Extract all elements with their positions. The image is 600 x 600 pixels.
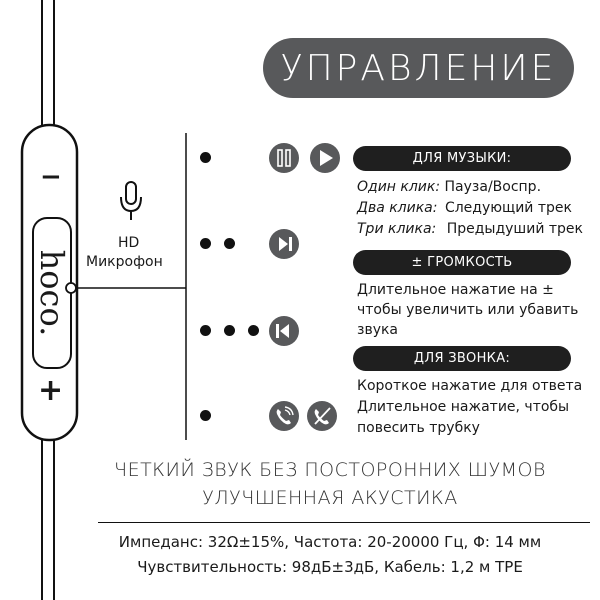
music-row-1 [357, 177, 541, 197]
footer-divider [98, 522, 590, 523]
next-track-icon [268, 228, 300, 260]
call-line-2: Длительное нажатие, чтобы [357, 399, 570, 415]
mic-label-hd: HD [118, 235, 140, 251]
remote-minus-label: − [40, 162, 62, 192]
play-pause-icon [268, 142, 342, 174]
music-row-1-result: Пауза/Воспр. [444, 179, 542, 195]
music-row-2-result: Следующий трек [444, 200, 572, 216]
call-section-label: ДЛЯ ЗВОНКА: [353, 346, 571, 371]
two-click-dot-2 [224, 238, 235, 249]
music-row-2-action: Два клика: [357, 200, 438, 216]
volume-line-1: Длительное нажатие на ± [357, 282, 554, 298]
remote-plus-label: + [38, 373, 64, 408]
music-row-1-action: Один клик: [357, 179, 441, 195]
previous-track-icon [268, 315, 300, 347]
call-line-3: повесить трубку [357, 420, 480, 436]
spec-line-2: Чувствительность: 98дБ±3дБ, Кабель: 1,2 м TPE [137, 558, 523, 576]
call-click-dot [200, 410, 211, 421]
footer-headline-1: ЧЕТКИЙ ЗВУК БЕЗ ПОСТОРОННИХ ШУМОВ [114, 459, 546, 481]
volume-line-3: звука [357, 322, 399, 338]
volume-line-2: чтобы увеличить или убавить [357, 302, 579, 318]
end-call-icon [306, 400, 338, 432]
music-section-label: ДЛЯ МУЗЫКИ: [353, 146, 571, 171]
microphone-icon [118, 180, 144, 222]
music-row-3-action: Три клика: [357, 221, 437, 237]
three-click-dot-1 [200, 325, 211, 336]
spec-line-1: Импеданс: 32Ω±15%, Частота: 20-20000 Гц, Φ: 14 мм [118, 533, 542, 551]
footer-headline-2: УЛУЧШЕННАЯ АКУСТИКА [202, 487, 458, 509]
call-line-1: Короткое нажатие для ответа [357, 378, 583, 394]
page-title: УПРАВЛЕНИЕ [263, 38, 574, 98]
answer-call-icon [268, 400, 300, 432]
music-row-2 [357, 198, 572, 218]
one-click-dot [200, 152, 211, 163]
volume-section-label: ± ГРОМКОСТЬ [353, 250, 571, 275]
mic-label-text: Микрофон [86, 254, 163, 270]
three-click-dot-3 [248, 325, 259, 336]
music-row-3-result: Предыдуший трек [446, 221, 583, 237]
music-row-3 [357, 219, 583, 239]
three-click-dot-2 [224, 325, 235, 336]
remote-illustration [0, 0, 200, 600]
remote-brand-text: hoco. [33, 249, 71, 337]
two-click-dot-1 [200, 238, 211, 249]
